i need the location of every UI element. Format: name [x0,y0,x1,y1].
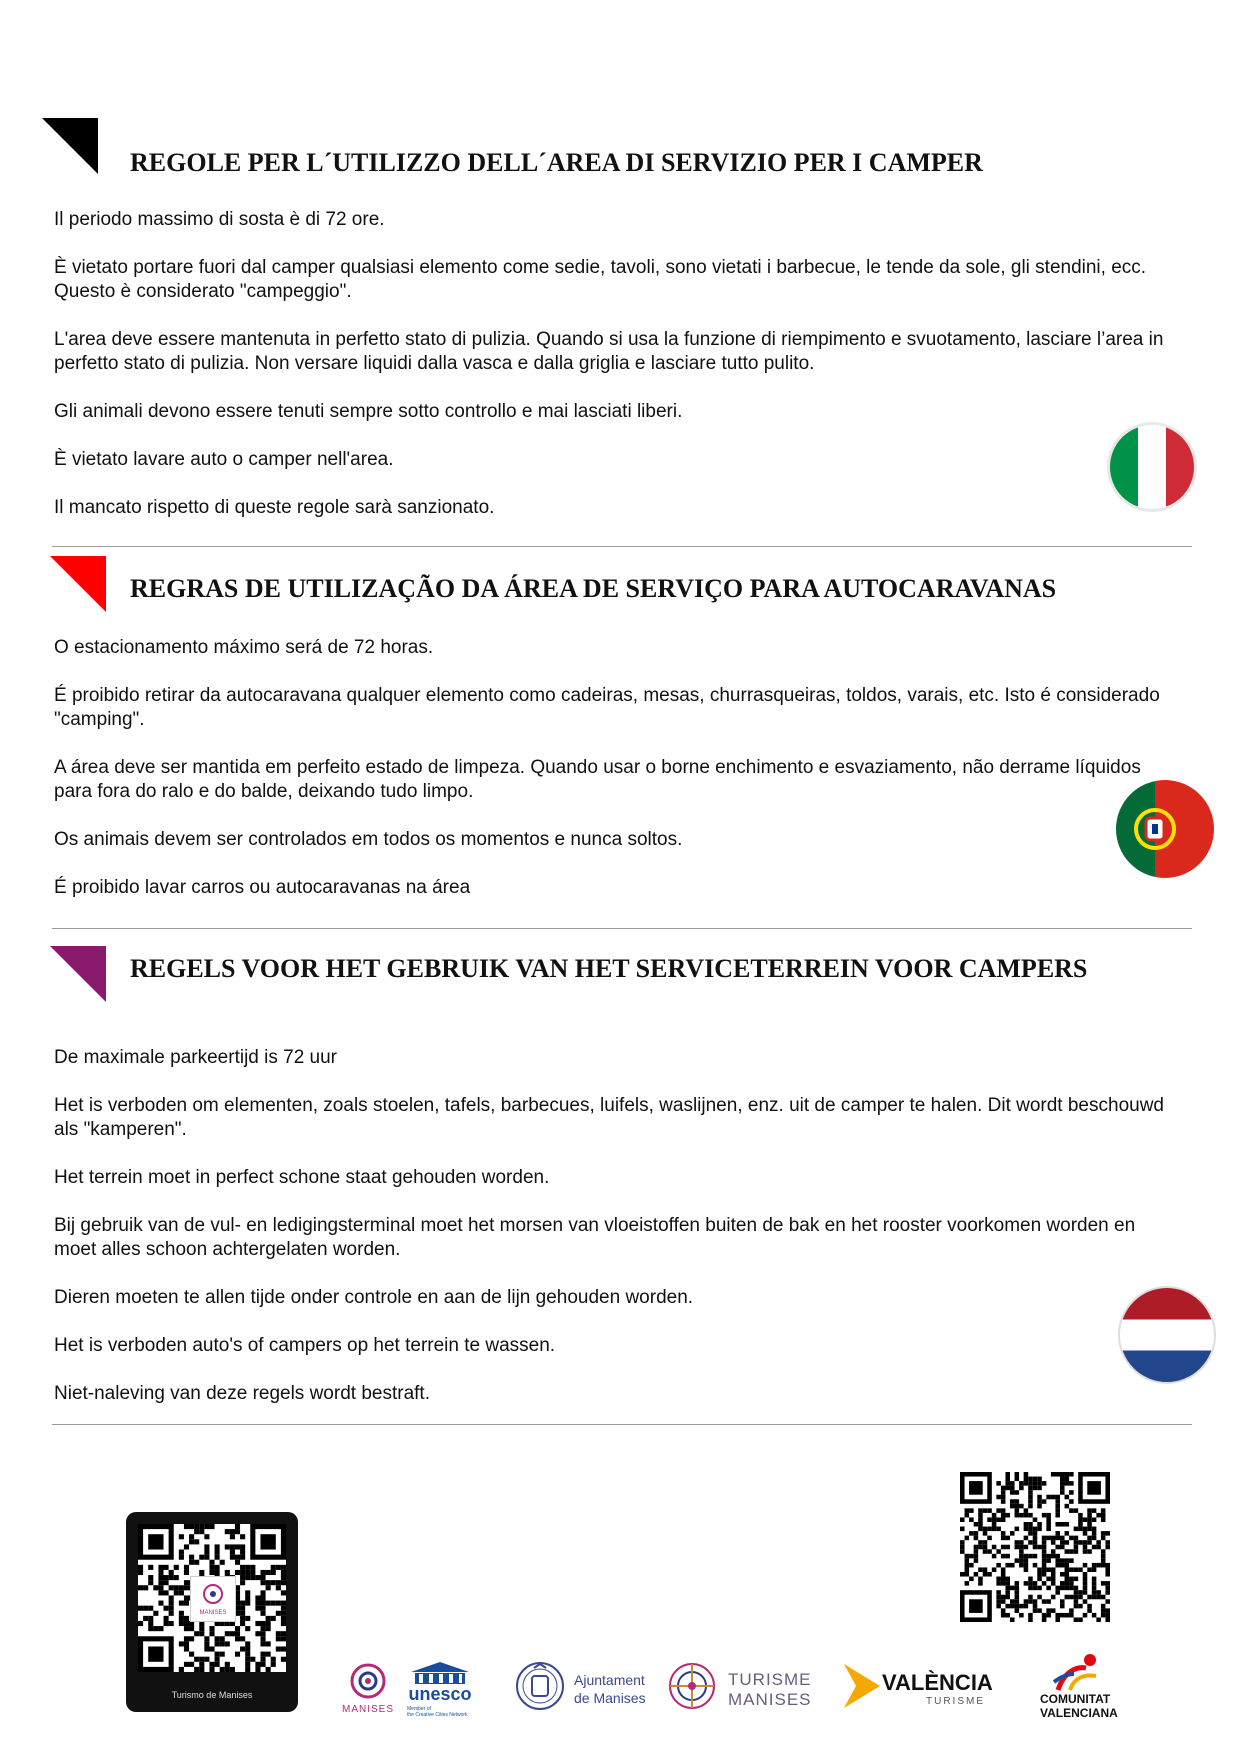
italy-flag-icon [1107,422,1197,512]
section-marker-triangle-black [42,118,98,174]
paragraph: Niet-naleving van deze regels wordt bestraft. [54,1383,430,1404]
valencia-turisme-logo [842,1660,1002,1716]
turisme-manises-logo-label: MANISES [728,1690,812,1709]
valencia-turisme-logo-label: VALÈNCIA [882,1670,993,1695]
ajuntament-logo [514,1660,654,1716]
paragraph: Gli animali devono essere tenuti sempre sotto controllo e mai lasciati liberi. [54,401,683,422]
comunitat-valenciana-logo-label: COMUNITAT [1040,1692,1111,1706]
comunitat-valenciana-logo [1040,1652,1140,1722]
paragraph: Het is verboden auto's of campers op het terrein te wassen. [54,1335,556,1356]
paragraph: O estacionamento máximo será de 72 horas. [54,637,434,658]
manises-logo-label: MANISES [341,1704,394,1715]
section-divider [52,928,1192,929]
paragraph: L'area deve essere mantenuta in perfetto stato di pulizia. Quando si usa la funzione di riempimento e svuotamento, lasciare l’area in perfetto stato di pulizia. Non versare liquidi dalla vasca e dalla griglia e lasciare tutto pulito. [54,329,1164,374]
section-marker-triangle-red [50,556,106,612]
paragraph: Het is verboden om elementen, zoals stoelen, tafels, barbecues, luifels, waslijnen, enz. uit de camper te halen. Dit wordt beschouwd als "kamperen". [54,1095,1164,1140]
paragraph: È vietato lavare auto o camper nell'area. [54,449,394,470]
comunitat-valenciana-logo-label: VALENCIANA [1040,1706,1118,1720]
paragraph: É proibido lavar carros ou autocaravanas na área [54,877,471,898]
paragraph: Het terrein moet in perfect schone staat gehouden worden. [54,1167,550,1188]
unesco-logo-label: unesco [408,1684,472,1704]
paragraph: Dieren moeten te allen tijde onder controle en aan de lijn gehouden worden. [54,1287,694,1308]
unesco-logo-sublabel: Member of [407,1706,431,1712]
qr-code-card[interactable] [126,1512,298,1712]
valencia-turisme-logo-sublabel: TURISME [926,1696,985,1707]
unesco-logo-sublabel: the Creative Cities Network [407,1712,468,1718]
paragraph: É proibido retirar da autocaravana qualquer elemento como cadeiras, mesas, churrasqueiras, toldos, varais, etc. Isto é considerado "camping". [54,685,1160,730]
qr-code-image [138,1524,286,1672]
qr-card-caption: Turismo de Manises [171,1690,253,1700]
ajuntament-logo-label: de Manises [574,1690,646,1706]
turisme-manises-logo-label: TURISME [728,1670,812,1689]
portugal-flag-icon [1116,780,1214,878]
paragraph: Il mancato rispetto di queste regole sarà sanzionato. [54,497,495,518]
paragraph: A área deve ser mantida em perfeito estado de limpeza. Quando usar o borne enchimento e esvaziamento, não derrame líquidos para fora do ralo e do balde, deixando tudo limpo. [54,757,1141,802]
qr-center-label: MANISES [199,1610,227,1616]
section-divider [52,1424,1192,1425]
paragraph: De maximale parkeertijd is 72 uur [54,1047,338,1068]
netherlands-flag-icon [1118,1286,1216,1384]
section-title-dutch: REGELS VOOR HET GEBRUIK VAN HET SERVICETERREIN VOOR CAMPERS [130,954,1088,983]
manises-logo [340,1660,396,1720]
turisme-manises-logo [666,1660,816,1716]
paragraph: Bij gebruik van de vul- en ledigingsterminal moet het morsen van vloeistoffen buiten de bak en het rooster voorkomen worden en moet alles schoon achtergelaten worden. [54,1215,1136,1260]
paragraph: Il periodo massimo di sosta è di 72 ore. [54,209,385,230]
section-marker-triangle-purple [50,946,106,1002]
section-title-italian: REGOLE PER L´UTILIZZO DELL´AREA DI SERVIZIO PER I CAMPER [130,148,983,177]
paragraph: È vietato portare fuori dal camper qualsiasi elemento come sedie, tavoli, sono vietati i barbecue, le tende da sole, gli stendini, ecc. Questo è considerato "campeggio". [54,257,1147,302]
paragraph: Os animais devem ser controlados em todos os momentos e nunca soltos. [54,829,683,850]
qr-code-image[interactable] [960,1472,1110,1622]
unesco-logo [405,1660,475,1720]
section-divider [52,546,1192,547]
section-title-portuguese: REGRAS DE UTILIZAÇÃO DA ÁREA DE SERVIÇO PARA AUTOCARAVANAS [130,574,1057,603]
ajuntament-logo-label: Ajuntament [574,1672,645,1688]
